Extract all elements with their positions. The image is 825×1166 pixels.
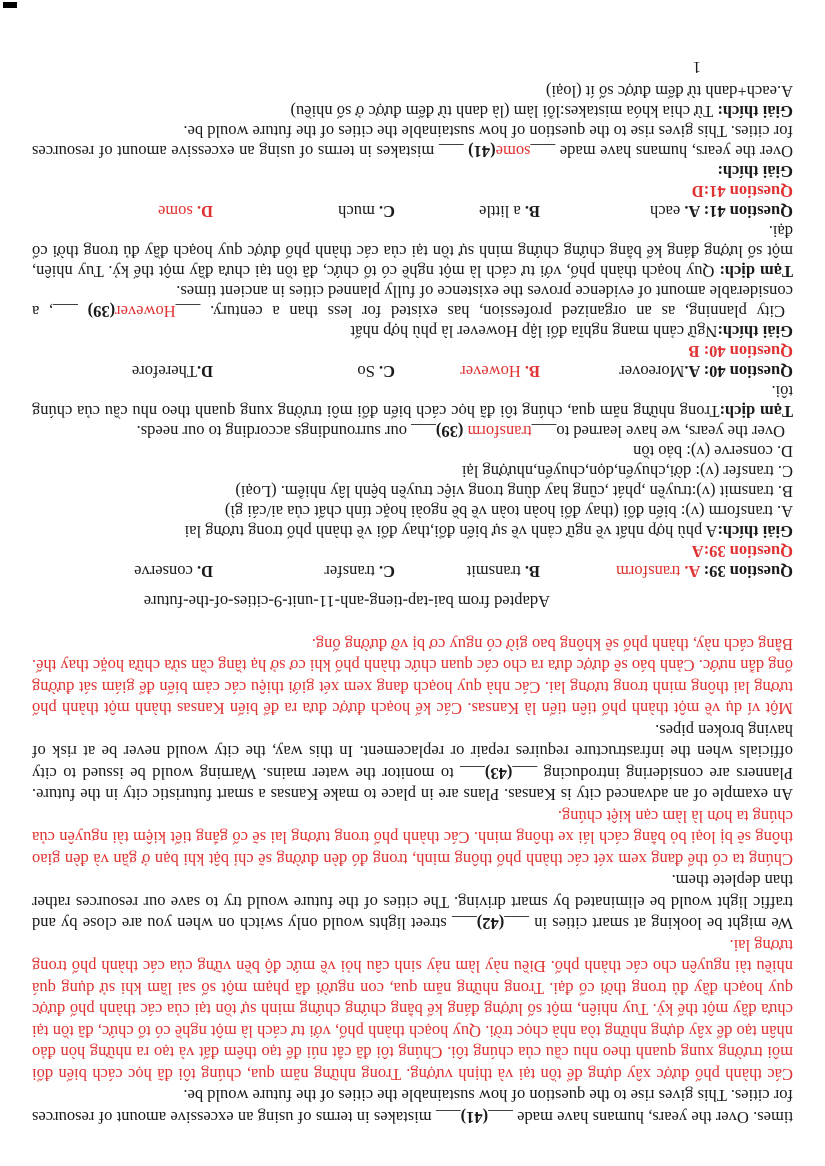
answer-option: [213, 202, 395, 222]
text-segment: City planning, as an organized profession, has existed for less than a century.: [200, 302, 785, 322]
text-segment: D.: [192, 562, 213, 582]
text-segment: Therefore: [131, 362, 197, 382]
text-segment: ___: [530, 142, 556, 162]
question-39-quote: [32, 422, 793, 442]
text-segment: Over the years, humans have made: [555, 142, 793, 162]
text-segment: Question 41:D: [691, 182, 793, 202]
passage-paragraph-42: [32, 870, 793, 935]
text-segment: Giải thích:: [717, 322, 793, 342]
text-segment: Question 41:: [700, 202, 793, 222]
text-segment: (43): [484, 764, 513, 783]
answer-option: [132, 362, 213, 382]
text-segment: ___: [531, 422, 557, 442]
text-segment: mistakes in terms of using an excessive amount of resources for cities. This gives rise to the question of how sustainable the cities of the future would be.: [32, 1086, 793, 1127]
page-number: 1: [692, 58, 701, 78]
text-segment: to monitor the water mains. Warning would be issued to city officials when the infrastructure requires repair or replacement. In this way, the city would never be at risk of having broken pipes.: [32, 721, 793, 783]
text-segment: D.: [192, 202, 213, 222]
text-segment: A. transform (v): biến đổi (thay đổi hoàn toàn về bề ngoài hoặc tính chất của ai/cái gì): [224, 502, 793, 522]
text-segment: Question 40: B: [688, 342, 793, 362]
text-segment: Quy hoạch thành phố, với tư cách là một nghề có tổ chức, đã tồn tại chưa đầy một thế kỷ. Tuy nhiên, một số lượng đáng kể bằng chứng chứng minh sự tồn tại của các thành phố được quy hoạch đầy đủ trong thời cổ đại.: [32, 222, 793, 282]
text-segment: , a considerable amount of evidence proves the existence of fully planned cities in ancient times.: [32, 282, 793, 322]
text-segment: D. conserve (v): bảo tồn: [633, 442, 793, 462]
text-segment: transmit: [466, 562, 521, 582]
text-segment: Question 39:: [700, 562, 793, 582]
question-39-translation: [32, 382, 793, 422]
text-segment: Moreover: [619, 362, 685, 382]
text-segment: Over the years, we have learned to: [556, 422, 785, 442]
text-segment: a little: [479, 202, 521, 222]
text-segment: Một ví dụ về một thành phố tiên tiến là Kansas. Các kế hoạch được đưa ra để biến Kansas thành một thành phố tương lai thông minh trong tương lai. Các nhà quy hoạch đang xem xét giới thiệu các cảm biến để giám sát đường ống dẫn nước. Cảnh báo sẽ được đưa ra cho các quan chức thành phố khi cơ sở hạ tầng cần sửa chữa hoặc thay thế. Bằng cách này, thành phố sẽ không bao giờ có nguy cơ bị vỡ đường ống.: [32, 635, 793, 719]
text-segment: D.: [196, 362, 213, 382]
text-segment: conserve: [134, 562, 193, 582]
question-39-answer: [32, 542, 793, 562]
text-segment: Chúng ta có thể đang xem xét các thành phố thông minh, trong đó đèn đường sẽ chỉ bật khi bạn ở gần và đèn giao thông sẽ bị loại bỏ bằng cách lái xe thông minh. Các thành phố trong tương lai sẽ cố gắng tiết kiệm tài nguyên của chúng ta hơn là làm cạn kiệt chúng.: [32, 807, 793, 869]
gloss-option-a: [32, 502, 793, 522]
text-segment: ___: [411, 422, 436, 442]
text-segment: C. transfer (v): dời,chuyển,dọn,chuyển,nhượng lại: [461, 462, 793, 482]
text-segment: C.: [374, 202, 395, 222]
question-39-explanation: [32, 522, 793, 542]
text-segment: Trong những năm qua, chúng tôi đã học cách biến đổi môi trường xung quanh theo nhu cầu của chúng tôi.: [32, 382, 793, 422]
question-41-explanation-label: [32, 162, 793, 182]
text-segment: Tạm dịch:: [714, 262, 793, 282]
text-segment: ___: [512, 764, 538, 783]
question-40-translation: [32, 222, 793, 282]
text-segment: Giải thích:: [717, 162, 793, 182]
text-segment: ___: [175, 302, 201, 322]
answer-option: [158, 202, 213, 222]
text-segment: some: [157, 202, 193, 222]
text-segment: (41): [460, 1108, 489, 1127]
text-segment: (39): [435, 422, 464, 442]
text-segment: C.: [374, 562, 395, 582]
question-41-answer: [32, 182, 793, 202]
question-41-quote: [32, 122, 793, 162]
gloss-option-d: [32, 442, 793, 462]
text-segment: A.: [684, 362, 701, 382]
text-segment: A.: [680, 202, 701, 222]
text-segment: street lights would only switch on when you are close by and traffic light would be eliminated by smart driving. The cities of the future would try to save our resources rather than deplete them.: [32, 871, 793, 934]
text-segment: transform: [616, 562, 681, 582]
text-segment: Tạm dịch:: [719, 402, 793, 422]
answer-option: [540, 362, 793, 382]
text-segment: B. transmit (v):truyền ,phát ,cũng hay dùng trong việc truyền bệnh lây nhiễm. (Loại): [235, 482, 793, 502]
text-segment: ___: [488, 1108, 513, 1127]
gloss-option-c: [32, 462, 793, 482]
text-segment: ___: [460, 764, 485, 783]
text-segment: Ngữ cảnh mang nghĩa đối lập However là phù hợp nhất: [350, 322, 718, 342]
text-segment: However: [115, 302, 176, 322]
text-segment: A.: [680, 562, 701, 582]
answer-option: [540, 202, 793, 222]
source-attribution: Adapted from bai-tap-tieng-anh-11-unit-9-cities-of-the-future: [143, 592, 550, 612]
text-segment: We might be looking at smart cities in: [529, 914, 793, 934]
text-segment: ___: [53, 302, 88, 322]
answer-option: [213, 362, 395, 382]
text-segment: ___: [452, 914, 477, 934]
text-segment: Giải thích:: [717, 522, 793, 542]
text-segment: Các thành phố được xây dựng để tồn tại và thịnh vượng. Trong những năm qua, chúng tôi đã học cách biến đổi môi trường xung quanh theo nhu cầu của chúng tôi. Chúng tôi đã cắt núi để tạo thêm đất và tạo ra những hòn đảo nhân tạo để xây dựng những tòa nhà chọc trời. Quy hoạch thành phố, với tư cách là một nghề có tổ chức, đã tồn tại chưa đầy một thế kỷ. Tuy nhiên, một số lượng đáng kể bằng chứng chứng minh sự tồn tại của các thành phố được quy hoạch đầy đủ trong thời cổ đại. Trong những năm qua, con người đã phạm một số sai lầm khi sử dụng quá nhiều tài nguyên cho các thành phố. Điều này làm nảy sinh câu hỏi về mức độ bền vững của các thành phố trong tương lai.: [32, 936, 793, 1084]
text-segment: transfer: [324, 562, 375, 582]
text-segment: times. Over the years, humans have made: [512, 1108, 793, 1127]
question-40-quote: [32, 282, 793, 322]
answer-option: [395, 202, 540, 222]
text-segment: B.: [520, 362, 540, 382]
text-segment: Giải thích:: [713, 102, 793, 122]
text-segment: B.: [520, 202, 540, 222]
text-segment: However: [460, 362, 521, 382]
text-segment: C.: [374, 362, 395, 382]
question-39-options: [32, 562, 793, 582]
answer-option: [134, 562, 213, 582]
text-segment: ___: [438, 142, 469, 162]
text-segment: much: [338, 202, 375, 222]
question-40-explanation: [32, 322, 793, 342]
text-segment: Question 39:A: [691, 542, 793, 562]
question-40-answer: [32, 342, 793, 362]
text-segment: (39): [87, 302, 116, 322]
text-segment: mistakes in terms of using an excessive amount of resources for cities. This gives rise to the question of how sustainable the cities of the future would be.: [32, 122, 793, 162]
translation-paragraph-3: [32, 634, 793, 720]
question-41-options: [32, 202, 793, 222]
text-segment: (41): [468, 142, 496, 162]
text-segment: each: [649, 202, 681, 222]
text-segment: An example of an advanced city is Kansas. Plans are in place to make Kansas a smart futuristic city in the future. Planners are considering introducing: [32, 764, 793, 805]
text-segment: B.: [520, 562, 540, 582]
passage-paragraph-41: [32, 1085, 793, 1128]
answer-option: [395, 362, 540, 382]
scan-artifact-mark: [3, 2, 17, 8]
text-segment: some: [495, 142, 531, 162]
answer-key-section: [32, 82, 793, 582]
gloss-option-b: [32, 482, 793, 502]
answer-option: [540, 562, 793, 582]
text-segment: So: [357, 362, 375, 382]
text-segment: transform: [463, 422, 532, 442]
text-segment: ___: [504, 914, 529, 934]
text-segment: Question 40:: [700, 362, 793, 382]
translation-paragraph-2: [32, 806, 793, 871]
answer-option: [213, 562, 395, 582]
text-segment: Từ chia khóa mistakes:lỗi làm (là danh từ đếm được ở số nhiều): [290, 102, 714, 122]
text-segment: our surroundings according to our needs.: [136, 422, 412, 442]
passage-section: [32, 634, 793, 1129]
question-40-options: [32, 362, 793, 382]
translation-paragraph-1: [32, 935, 793, 1086]
question-41-keyword-note: [32, 102, 793, 122]
passage-paragraph-43: [32, 720, 793, 806]
text-segment: (42): [476, 914, 505, 934]
answer-option: [395, 562, 540, 582]
text-segment: ___: [435, 1108, 461, 1127]
text-segment: A phù hợp nhất về ngữ cảnh về sự biến đổi,thay đổi về thành phố trong tương lai: [184, 522, 718, 542]
question-41-elimination-note: [32, 82, 793, 102]
text-segment: A.each+danh từ đếm được số ít (loại): [545, 82, 793, 102]
